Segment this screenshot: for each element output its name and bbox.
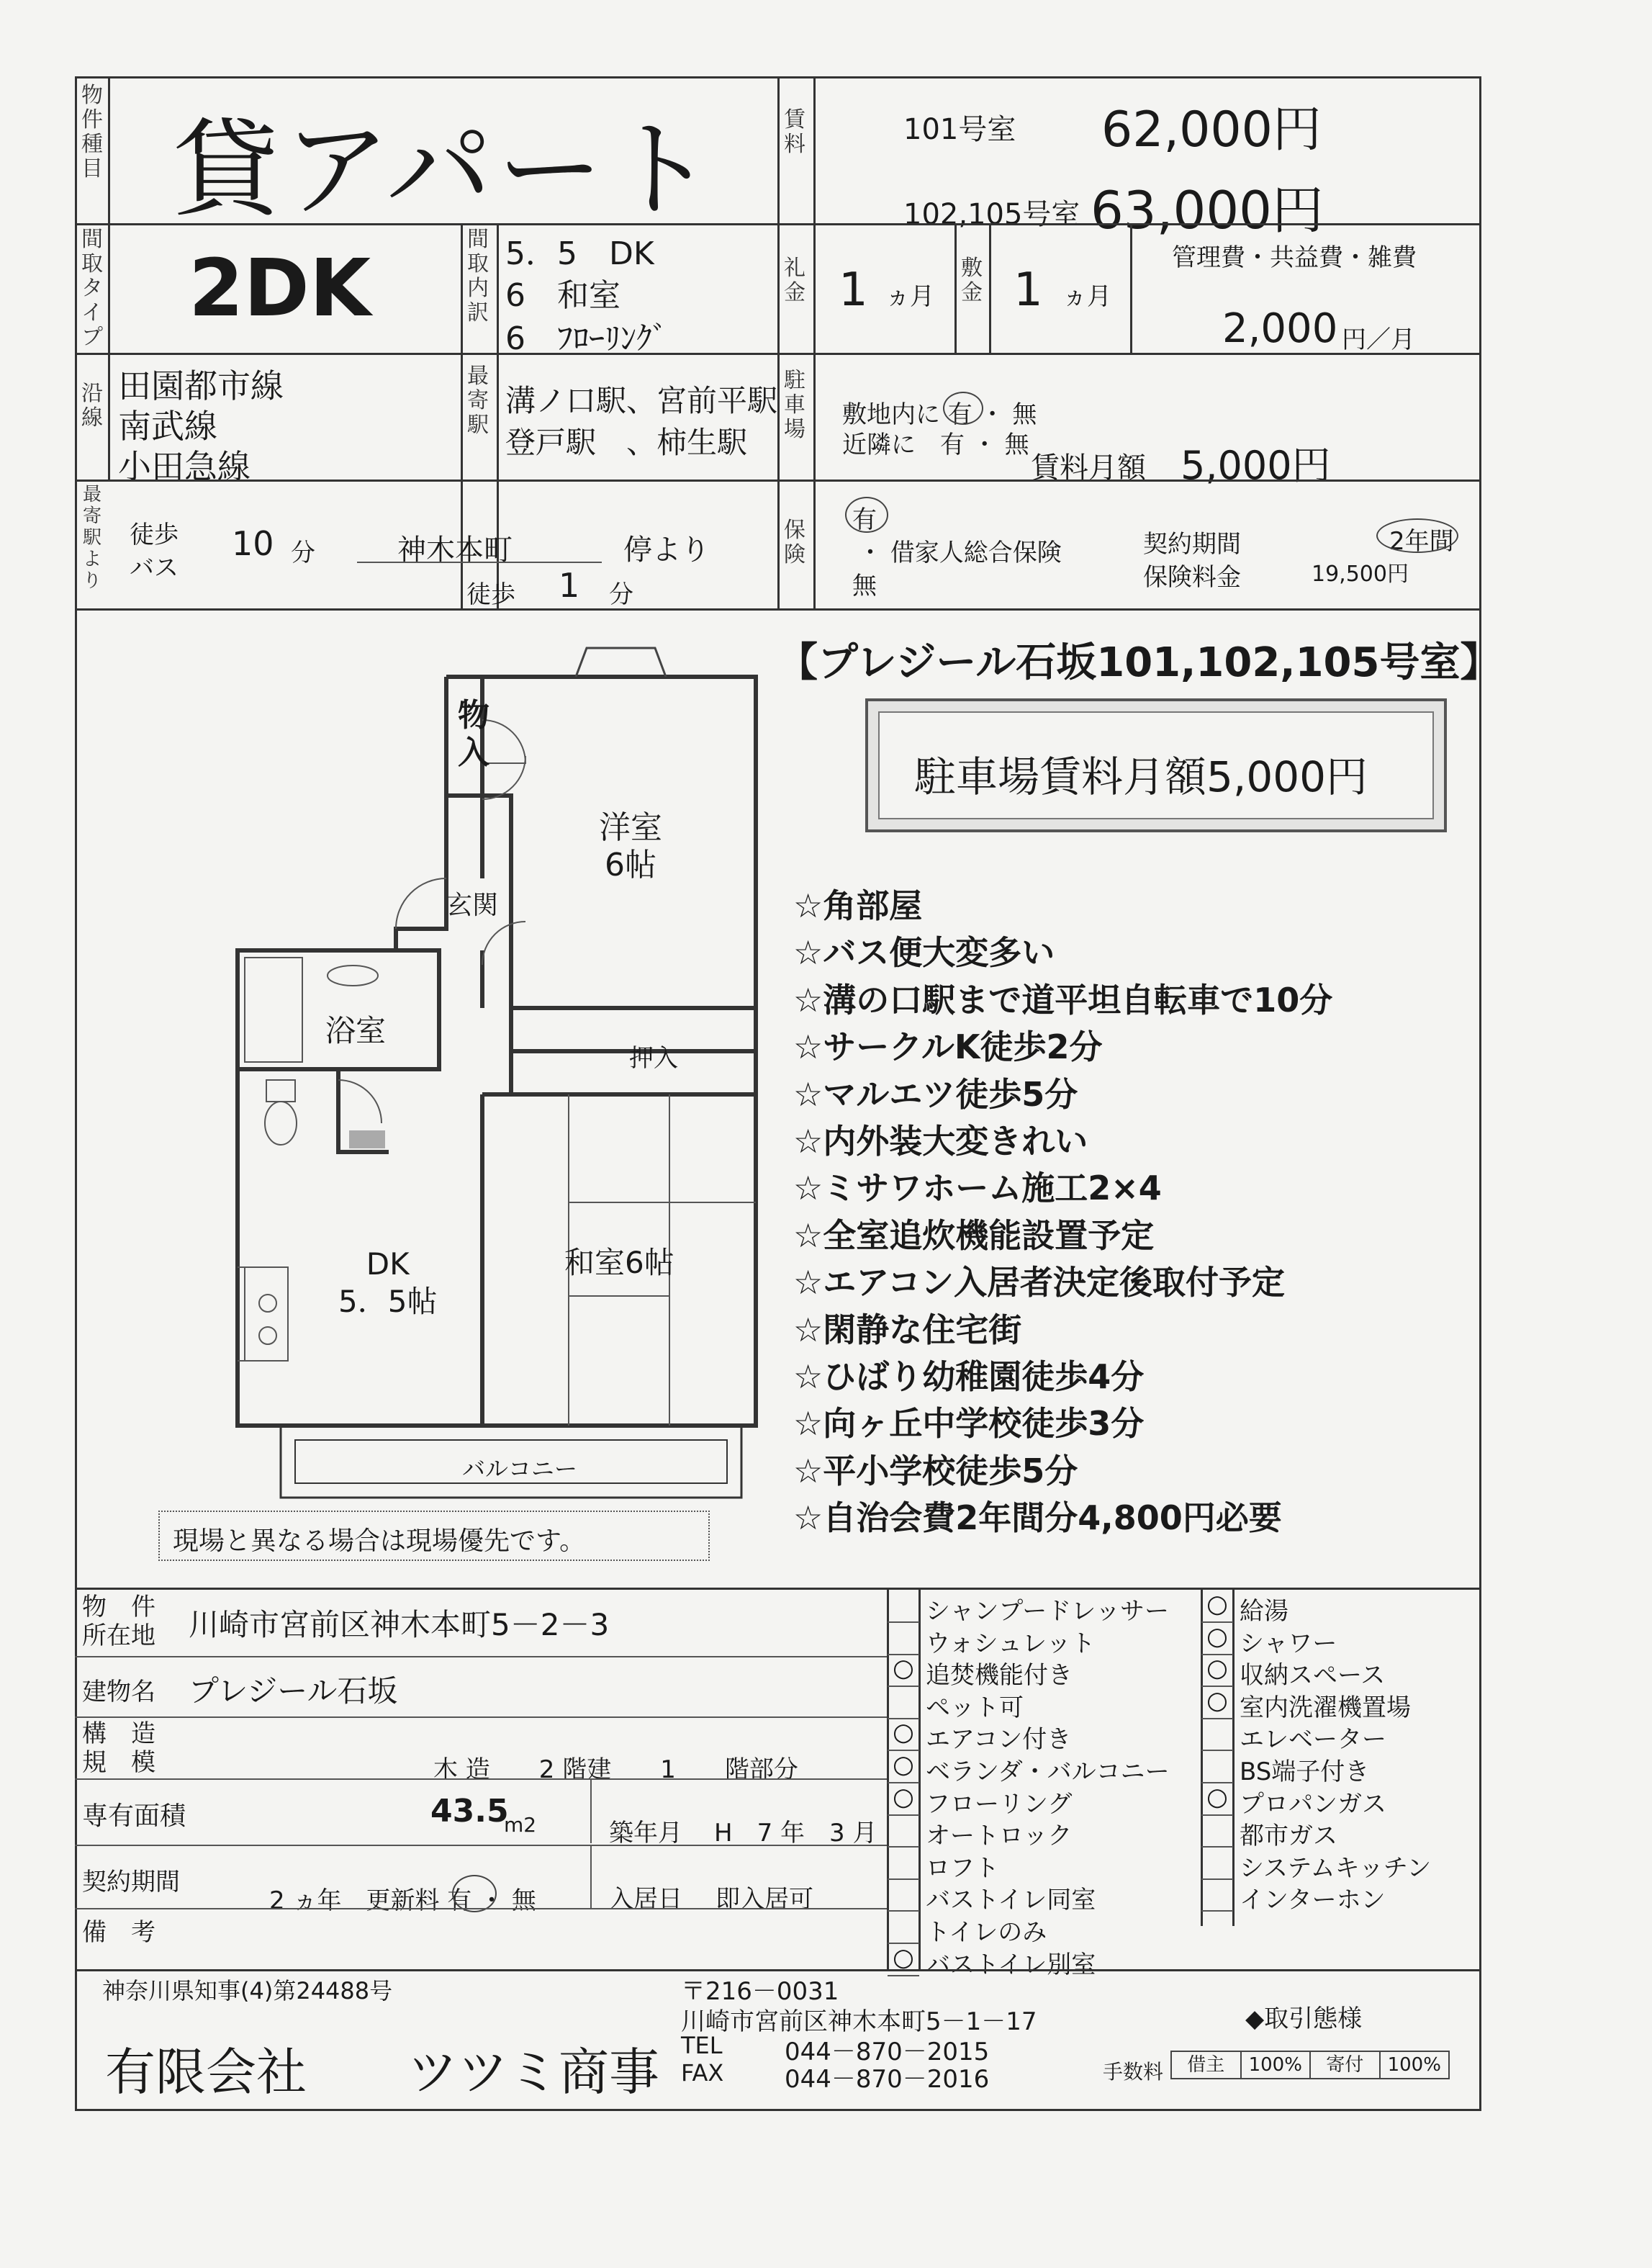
- line-2: 南武線: [118, 407, 217, 446]
- checked-circle-icon[interactable]: ○: [893, 1782, 914, 1812]
- amenity-label: エレベーター: [1240, 1725, 1386, 1755]
- property-type-label: 物件種目: [81, 83, 103, 181]
- unchecked-box[interactable]: [1203, 1878, 1232, 1907]
- stop-walk-label: 徒歩: [466, 580, 515, 609]
- contract-period-circle: [1376, 518, 1458, 553]
- deposit-label: 敷金: [961, 256, 983, 305]
- feature-item: ☆内外装大変きれい: [793, 1122, 1088, 1161]
- movein-label: 入居日: [609, 1885, 682, 1914]
- walk-minutes-unit: 分: [291, 539, 315, 567]
- insurance-label: 保険: [784, 518, 805, 567]
- contract-value: 2 ヵ年 更新料 有 ・ 無: [269, 1886, 536, 1915]
- parking-nearby: 近隣に 有 ・ 無: [842, 431, 1029, 459]
- key-money-value: 1: [839, 264, 868, 317]
- insurance-no: 無: [852, 572, 877, 600]
- unchecked-box[interactable]: [889, 1590, 918, 1619]
- checked-circle-icon[interactable]: ○: [1206, 1782, 1228, 1812]
- checked-circle-icon[interactable]: ○: [893, 1943, 914, 1972]
- amenity-label: 追焚機能付き: [926, 1661, 1073, 1691]
- feature-item: ☆平小学校徒歩5分: [793, 1451, 1078, 1490]
- key-money-unit: ヵ月: [885, 282, 934, 311]
- stations-1: 溝ノ口駅、宮前平駅: [505, 383, 778, 418]
- commission-label: 手数料: [1103, 2060, 1164, 2084]
- western-room-label: 洋室 6帖: [599, 809, 662, 883]
- unchecked-box[interactable]: [1203, 1718, 1232, 1747]
- unchecked-box[interactable]: [889, 1814, 918, 1843]
- building-label: 建物名: [82, 1678, 155, 1706]
- entrance-label: 玄関: [446, 891, 499, 920]
- feature-item: ☆バス便大変多い: [793, 933, 1055, 973]
- license-number: 神奈川県知事(4)第24488号: [102, 1977, 393, 2004]
- breakdown-dk: 5．5 DK: [505, 235, 654, 272]
- closet-label: 押入: [629, 1044, 678, 1073]
- amenity-label: インターホン: [1240, 1886, 1386, 1915]
- key-money-label: 礼金: [784, 256, 805, 305]
- insurance-yes-circle: [845, 497, 888, 533]
- built-label: 築年月: [609, 1819, 682, 1848]
- unchecked-box[interactable]: [889, 1847, 918, 1876]
- nearest-station-label: 最寄駅: [467, 364, 489, 438]
- breakdown-flooring: 6 ﾌﾛｰﾘﾝｸﾞ: [505, 320, 668, 357]
- parking-on-site: 敷地内に 有 ・ 無: [842, 400, 1037, 429]
- insurance-yes: 有: [852, 505, 877, 534]
- checked-circle-icon[interactable]: ○: [1206, 1590, 1228, 1619]
- deposit-value: 1: [1014, 264, 1043, 317]
- unchecked-box[interactable]: [889, 1878, 918, 1907]
- building-name: プレジール石坂: [189, 1673, 398, 1709]
- parking-fee-banner: [865, 698, 1447, 832]
- feature-item: ☆向ヶ丘中学校徒歩3分: [793, 1404, 1145, 1444]
- amenity-label: バストイレ同室: [926, 1886, 1096, 1915]
- parking-fee: 5,000円: [1181, 443, 1331, 488]
- address: 川崎市宮前区神木本町5－2－3: [189, 1607, 610, 1642]
- rent-room-102-105: 102,105号室: [903, 198, 1080, 231]
- feature-item: ☆溝の口駅まで道平坦自転車で10分: [793, 980, 1333, 1020]
- amenity-label: ベランダ・バルコニー: [926, 1758, 1170, 1786]
- contract-label: 契約期間: [82, 1868, 180, 1896]
- breakdown-label: 間取内訳: [467, 227, 489, 325]
- stop-walk-unit: 分: [609, 580, 633, 609]
- amenity-label: シャワー: [1240, 1629, 1337, 1658]
- walk-minutes: 10: [232, 524, 274, 563]
- rent-label: 賃料: [784, 107, 805, 157]
- stop-walk-minutes: 1: [559, 566, 580, 605]
- rent-amount-101: 62,000円: [1101, 102, 1322, 158]
- feature-item: ☆ひばり幼稚園徒歩4分: [793, 1357, 1145, 1396]
- amenity-label: フローリング: [926, 1789, 1073, 1819]
- parking-fee-label: 賃料月額: [1031, 451, 1146, 485]
- unchecked-box[interactable]: [889, 1911, 918, 1940]
- fees-label: 管理費・共益費・雑費: [1172, 243, 1417, 272]
- tel-label: TEL: [681, 2032, 723, 2059]
- layout-type-label: 間取タイプ: [81, 227, 103, 350]
- fax-number: 044－870－2016: [785, 2065, 990, 2094]
- checked-circle-icon[interactable]: ○: [893, 1654, 914, 1683]
- company-address: 川崎市宮前区神木本町5－1－17: [681, 2007, 1037, 2036]
- company-name: 有限会社 ツツミ商事: [105, 2043, 659, 2102]
- lines-label: 沿線: [81, 381, 103, 431]
- insurance-fee-label: 保険料金: [1143, 563, 1241, 592]
- checked-circle-icon[interactable]: ○: [893, 1718, 914, 1747]
- bus-stop-suffix: 停より: [623, 534, 710, 567]
- amenity-label: BS端子付き: [1240, 1758, 1370, 1786]
- line-3: 小田急線: [118, 447, 250, 486]
- japanese-room-label: 和室6帖: [564, 1245, 674, 1280]
- movein-value: 即入居可: [716, 1885, 813, 1914]
- line-1: 田園都市線: [118, 366, 284, 405]
- unchecked-box[interactable]: [889, 1622, 918, 1651]
- insurance-type: ・ 借家人総合保険: [858, 539, 1062, 567]
- area-unit: m2: [504, 1813, 537, 1837]
- amenity-label: ペット可: [926, 1693, 1024, 1722]
- property-type: 貸アパート: [173, 108, 719, 232]
- feature-item: ☆ミサワホーム施工2×4: [793, 1169, 1162, 1208]
- feature-item: ☆サークルK徒歩2分: [793, 1027, 1103, 1067]
- commission-cell: 寄付: [1311, 2052, 1381, 2078]
- feature-item: ☆全室追炊機能設置予定: [793, 1215, 1155, 1255]
- unchecked-box[interactable]: [1203, 1750, 1232, 1779]
- parking-yes-circle: [943, 392, 983, 425]
- parking-fee-banner-text: 駐車場賃料月額5,000円: [914, 752, 1368, 801]
- fees-amount: 2,000: [1222, 305, 1338, 352]
- balcony-label: バルコニー: [462, 1455, 578, 1482]
- floor-plan: [223, 634, 770, 1512]
- feature-item: ☆自治会費2年間分4,800円必要: [793, 1498, 1282, 1538]
- rent-amount-102-105: 63,000円: [1091, 180, 1324, 240]
- amenity-label: システムキッチン: [1240, 1853, 1432, 1883]
- checked-circle-icon[interactable]: ○: [1206, 1654, 1228, 1683]
- contract-period-label: 契約期間: [1143, 530, 1241, 559]
- bus-stop-name: 神木本町: [397, 534, 513, 567]
- site-priority-note: [158, 1511, 710, 1561]
- commission-cell: 100%: [1387, 2054, 1441, 2076]
- fax-label: FAX: [681, 2059, 724, 2087]
- structure-value: 木 造 2 階建 1 階部分: [433, 1755, 798, 1784]
- amenity-label: プロパンガス: [1240, 1789, 1386, 1819]
- feature-item: ☆角部屋: [793, 886, 923, 925]
- amenity-label: 都市ガス: [1240, 1822, 1337, 1851]
- address-label: 物 件 所在地: [82, 1593, 155, 1650]
- built-value: H 7 年 3 月: [714, 1819, 877, 1848]
- rent-room-101: 101号室: [903, 113, 1016, 146]
- layout-type: 2DK: [189, 242, 371, 334]
- checked-circle-icon[interactable]: ○: [893, 1750, 914, 1779]
- feature-item: ☆閑静な住宅街: [793, 1310, 1022, 1349]
- storage-room-label: 物 入: [458, 697, 489, 771]
- area-label: 専有面積: [82, 1801, 186, 1831]
- amenity-label: バストイレ別室: [926, 1950, 1096, 1979]
- feature-item: ☆マルエツ徒歩5分: [793, 1074, 1078, 1114]
- amenity-label: エアコン付き: [926, 1725, 1072, 1755]
- amenity-label: トイレのみ: [926, 1918, 1047, 1947]
- amenity-label: オートロック: [926, 1822, 1073, 1851]
- feature-item: ☆エアコン入居者決定後取付予定: [793, 1263, 1285, 1302]
- amenity-label: ウォシュレット: [926, 1629, 1096, 1658]
- breakdown-washitsu: 6 和室: [505, 277, 620, 314]
- renewal-fee-circle: [452, 1875, 497, 1912]
- promo-title: 【プレジール石坂101,102,105号室】: [777, 639, 1501, 686]
- amenity-label: 室内洗濯機置場: [1240, 1693, 1411, 1722]
- bath-label: 浴室: [325, 1013, 387, 1048]
- postal-code: 〒216－0031: [681, 1977, 839, 2006]
- parking-label: 駐車場: [784, 368, 805, 442]
- area-value: 43.5: [430, 1793, 509, 1830]
- commission-cell: 借主: [1172, 2052, 1242, 2078]
- insurance-fee: 19,500円: [1312, 562, 1409, 587]
- tel-number: 044－870－2015: [785, 2038, 990, 2066]
- deposit-unit: ヵ月: [1062, 282, 1111, 311]
- checked-circle-icon[interactable]: ○: [1206, 1686, 1228, 1715]
- structure-label: 構 造 規 模: [82, 1719, 155, 1777]
- fees-unit: 円／月: [1342, 325, 1415, 354]
- stations-2: 登戸駅 、柿生駅: [505, 425, 748, 460]
- transaction-type-label: ◆取引態様: [1245, 2004, 1363, 2033]
- checked-circle-icon[interactable]: ○: [1206, 1621, 1228, 1651]
- amenity-label: シャンプードレッサー: [926, 1597, 1169, 1626]
- amenity-label: 給湯: [1240, 1597, 1288, 1626]
- from-station-label: 最寄駅より: [82, 484, 101, 592]
- amenity-label: ロフト: [926, 1853, 999, 1883]
- unchecked-box[interactable]: [1203, 1847, 1232, 1876]
- amenity-divider: [888, 1975, 919, 1976]
- amenity-divider: [1201, 1910, 1233, 1912]
- site-priority-note-text: 現場と異なる場合は現場優先です。: [173, 1526, 586, 1556]
- unchecked-box[interactable]: [1203, 1814, 1232, 1843]
- commission-cell: 100%: [1242, 2052, 1312, 2078]
- amenity-label: 収納スペース: [1240, 1661, 1386, 1691]
- contract-period-value: 2年間: [1389, 527, 1454, 556]
- commission-table: [1170, 2051, 1450, 2079]
- remarks-label: 備 考: [82, 1918, 155, 1947]
- dk-label: DK 5．5帖: [338, 1246, 438, 1319]
- walk-bus-label: 徒歩 バス: [130, 521, 179, 582]
- unchecked-box[interactable]: [889, 1686, 918, 1715]
